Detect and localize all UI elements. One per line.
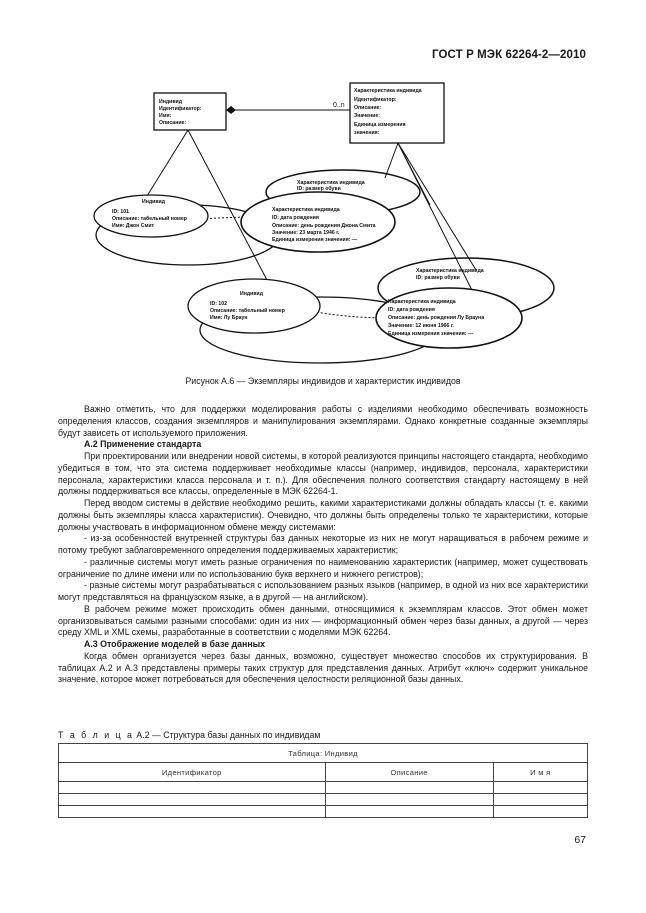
section-heading-a3: А.3 Отображение моделей в базе данных xyxy=(84,639,266,649)
class-left-line-3: Описание: xyxy=(159,120,187,126)
list-item: - из-за особенностей внутренней структуры баз данных некоторые из них не могут наращиваться в рабочем режиме и потому требуют заблаговременного определения поддерживаемых характеристик; xyxy=(58,533,588,555)
table-title: Таблица: Индивид xyxy=(59,744,588,763)
table-row xyxy=(59,782,588,794)
class-left-line-1: Идентификатор: xyxy=(159,106,202,112)
instance-2-line-0: Индивид xyxy=(240,291,264,297)
class-right-line-4: Единица измерения xyxy=(354,122,406,128)
column-header-name: И м я xyxy=(493,763,587,782)
prop-front-1-line-0: Характеристика индивида xyxy=(272,207,340,213)
instance-1-line-2: Описание: табельный номер xyxy=(112,216,187,222)
section-heading-a2: А.2 Применение стандарта xyxy=(84,439,202,450)
paragraph: Когда обмен организуется через базы данных, возможно, существует множество способов их структурирования. В таблицах А.2 и А.3 представлены примеры таких структур для представления данных. Атрибут «ключ» содержит уникальное значение, которое может потребоваться для обеспечения целостности реляционной базы данных. xyxy=(58,650,588,685)
class-right-line-2: Описание: xyxy=(354,105,382,111)
class-right-line-0: Характеристика индивида xyxy=(354,88,422,94)
paragraph: При проектировании или внедрении новой системы, в которой реализуются принципы настоящего стандарта, необходимо убедиться в том, что эта система поддерживает необходимые классы (например, индивидов, персонала, характеристики персонала, характеристики класса персонала и т. п.). Для обеспечения полного соответствия стандарту настоящему в ней должны поддерживаться все классы, определенные в МЭК 62264-1. xyxy=(58,451,588,497)
table-cell xyxy=(325,806,493,818)
body-text xyxy=(58,404,588,686)
table-caption-label: Т а б л и ц а xyxy=(58,730,134,740)
class-left-line-0: Индивид xyxy=(159,99,183,105)
instance-2-line-1: ID: 102 xyxy=(210,301,228,307)
prop-front-1-line-4: Единица измерения значения: — xyxy=(272,237,358,243)
instance-1-line-3: Имя: Джон Смит xyxy=(112,223,155,229)
prop-back-1-line-1: ID: размер обуви xyxy=(297,186,341,192)
class-right-line-1: Идентификатор: xyxy=(354,97,397,103)
prop-front-1-line-1: ID: дата рождения xyxy=(272,215,319,221)
table-cell xyxy=(325,782,493,794)
class-right-line-3: Значение: xyxy=(354,113,380,119)
property-front-1 xyxy=(241,192,395,252)
individual-table xyxy=(58,743,588,818)
prop-front-2-line-4: Единица измерения значения: — xyxy=(388,331,474,337)
column-header-description: Описание xyxy=(325,763,493,782)
table-cell xyxy=(493,806,587,818)
prop-front-2-line-0: Характеристика индивида xyxy=(388,299,456,305)
prop-back-2-line-0: Характеристика индивида xyxy=(416,268,484,274)
list-item: - различные системы могут иметь разные ограничения по наименованию характеристик (например, может существовать ограничение по длине имени или по использованию букв верхнего и нижнего регистров); xyxy=(58,556,588,579)
instance-2-ellipse xyxy=(188,279,320,333)
paragraph: Перед вводом системы в действие необходимо решить, какими характеристиками должны обладать классы (т. е. какими должны быть экземпляры класса характеристик). Очевидно, что должны быть определены только те характеристики, которые должны участвовать в информационном обмене между системами: xyxy=(58,498,588,532)
document-standard-header: ГОСТ Р МЭК 62264-2—2010 xyxy=(432,49,586,61)
assoc-line-right-to-prop3 xyxy=(398,143,476,270)
table-caption xyxy=(58,730,320,740)
prop-front-2-line-1: ID: дата рождения xyxy=(388,307,435,313)
instance-diagram xyxy=(0,0,646,380)
prop-front-2-line-3: Значение: 12 июня 1966 г. xyxy=(388,323,454,329)
prop-front-1-line-2: Описание: день рождения Джона Смита xyxy=(272,223,376,229)
table-cell xyxy=(493,794,587,806)
table-caption-text: А.2 — Структура базы данных по индивидам xyxy=(133,730,321,740)
paragraph: В рабочем режиме может происходить обмен данными, относящимися к экземплярам классов. Этот обмен может организовываться самыми разными способами: один из них — информационный обмен через базы данных, а другой — через среду XML и XML схемы, разработанные в соответствии с моделями МЭК 62264. xyxy=(58,603,588,638)
prop-back-2-line-1: ID: размер обуви xyxy=(416,275,460,281)
aggregation-diamond-icon xyxy=(226,106,236,114)
prop-back-1-line-0: Характеристика индивида xyxy=(297,180,365,186)
assoc-line-left-to-instance1 xyxy=(147,130,188,196)
paragraph: Важно отметить, что для поддержки моделирования работы с изделиями необходимо обеспечивать возможность определения классов, создания экземпляров и манипулирования экземплярами. Однако конкретные созданные экземпляры будут зависеть от используемого приложения. xyxy=(58,404,588,438)
prop-front-2-line-2: Описание: день рождения Лу Брауна xyxy=(388,315,485,321)
table-cell xyxy=(59,794,326,806)
table-row xyxy=(59,806,588,818)
table-cell xyxy=(325,794,493,806)
class-left-line-2: Имя: xyxy=(159,113,172,119)
table-row xyxy=(59,794,588,806)
table-cell xyxy=(493,782,587,794)
assoc-line-right-to-prop1 xyxy=(385,143,398,178)
column-header-id: Идентификатор xyxy=(59,763,326,782)
instance-2-line-2: Описание: табельный номер xyxy=(210,308,285,314)
instance-1-line-1: ID: 101 xyxy=(112,209,130,215)
instance-2-line-3: Имя: Лу Браун xyxy=(210,315,248,321)
multiplicity-label: 0..n xyxy=(333,102,345,109)
class-right-line-5: значения: xyxy=(354,130,380,136)
instance-1-line-0: Индивид xyxy=(142,199,166,205)
list-item: - разные системы могут разрабатываться с использованием разных языков (например, в одной из них все характеристики могут представляться на французском языке, а в другой — на английском). xyxy=(58,580,588,602)
page-number: 67 xyxy=(574,834,586,846)
table-cell xyxy=(59,806,326,818)
prop-front-1-line-3: Значение: 23 марта 1946 г. xyxy=(272,230,340,236)
table-cell xyxy=(59,782,326,794)
figure-caption: Рисунок А.6 — Экземпляры индивидов и характеристик индивидов xyxy=(185,376,461,386)
